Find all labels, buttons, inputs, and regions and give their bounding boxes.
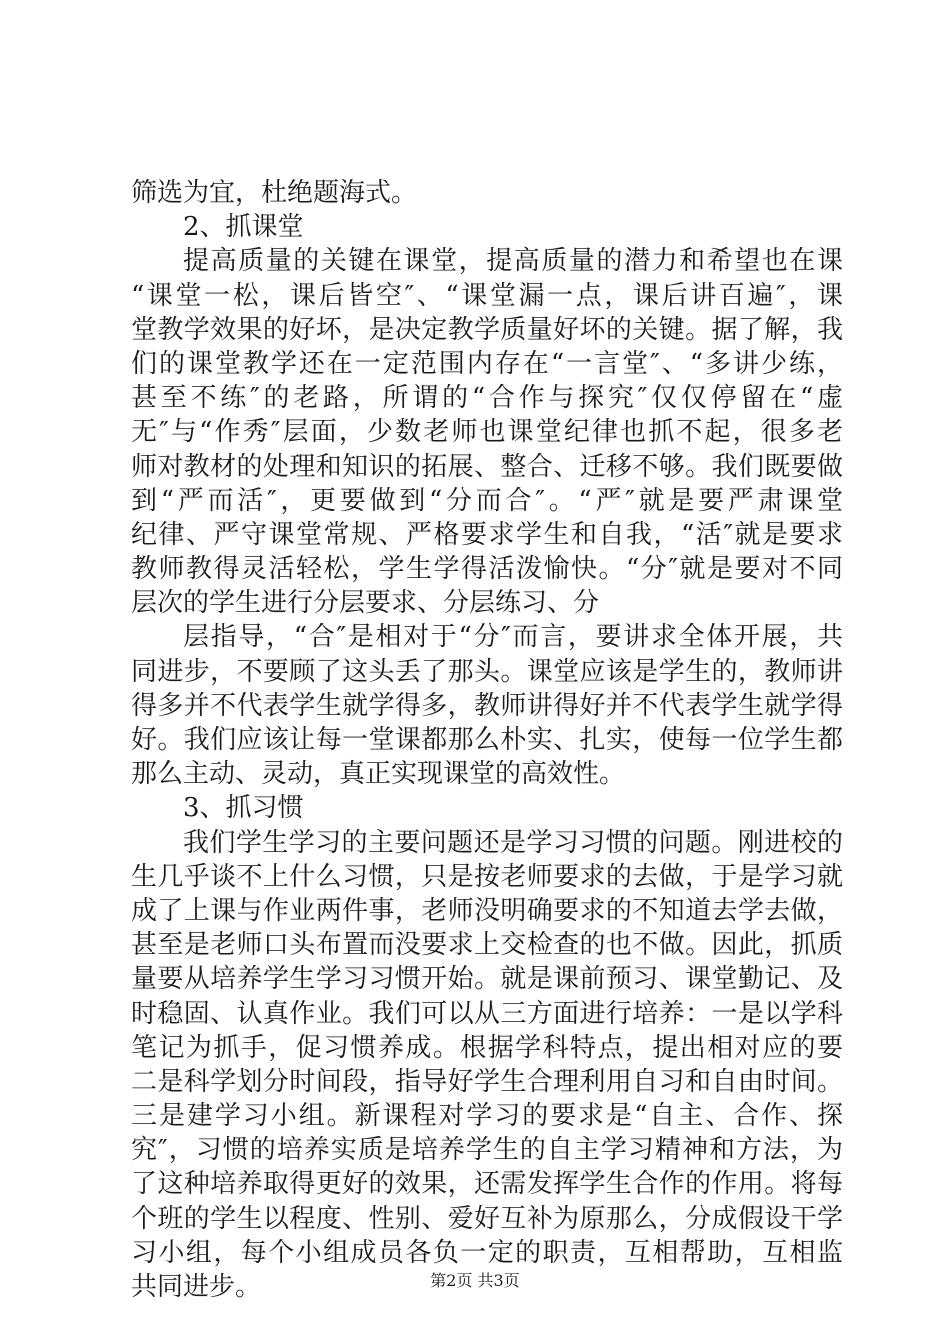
text-line: 师对教材的处理和知识的拓展、整合、迁移不够。我们既要做: [131, 451, 843, 482]
text-line: 生几乎谈不上什么习惯，只是按老师要求的去做，于是学习就: [131, 861, 843, 892]
text-line: 2、抓课堂: [183, 212, 304, 243]
text-line: 量要从培养学生学习习惯开始。就是课前预习、课堂勤记、及: [131, 964, 843, 995]
text-line: 层指导，“合″是相对于“分″而言，要讲求全体开展，共: [183, 622, 843, 653]
text-line: 纪律、严守课堂常规、严格要求学生和自我，“活″就是要求: [131, 519, 843, 550]
text-line: 究″，习惯的培养实质是培养学生的自主学习精神和方法，为: [131, 1135, 843, 1166]
document-body: [131, 176, 843, 1304]
text-line: 二是科学划分时间段，指导好学生合理利用自习和自由时间。: [131, 1066, 843, 1097]
text-line: 共同进步。: [131, 1272, 262, 1302]
text-line: 得多并不代表学生就学得多，教师讲得好并不代表学生就学得: [131, 690, 843, 721]
text-line: 成了上课与作业两件事，老师没明确要求的不知道去学去做，: [131, 895, 843, 926]
text-line: 了这种培养取得更好的效果，还需发挥学生合作的作用。将每: [131, 1169, 843, 1200]
text-line: 那么主动、灵动，真正实现课堂的高效性。: [131, 759, 626, 790]
text-line: 时稳固、认真作业。我们可以从三方面进行培养：一是以学科: [131, 998, 843, 1029]
text-line: 三是建学习小组。新课程对学习的要求是“自主、合作、探: [131, 1101, 843, 1132]
text-line: 习小组，每个小组成员各负一定的职责，互相帮助，互相监: [131, 1237, 843, 1268]
text-line: 同进步，不要顾了这头丢了那头。课堂应该是学生的，教师讲: [131, 656, 843, 687]
text-line: 们的课堂教学还在一定范围内存在“一言堂″、“多讲少练，: [131, 348, 843, 379]
text-line: “课堂一松，课后皆空″、“课堂漏一点，课后讲百遍″，课: [131, 280, 843, 311]
text-line: 提高质量的关键在课堂，提高质量的潜力和希望也在课: [183, 246, 843, 277]
text-line: 甚至是老师口头布置而没要求上交检查的也不做。因此，抓质: [131, 930, 843, 961]
text-line: 筛选为宜，杜绝题海式。: [131, 178, 418, 208]
text-line: 堂教学效果的好坏，是决定教学质量好坏的关键。据了解，我: [131, 314, 843, 345]
text-line: 层次的学生进行分层要求、分层练习、分: [131, 588, 600, 619]
text-line: 个班的学生以程度、性别、爱好互补为原那么，分成假设干学: [131, 1203, 843, 1234]
text-line: 笔记为抓手，促习惯养成。根据学科特点，提出相对应的要: [131, 1032, 843, 1063]
text-line: 3、抓习惯: [183, 793, 304, 824]
page-footer: 第2页 共3页: [430, 1271, 520, 1290]
text-line: 甚至不练″的老路，所谓的“合作与探究″仅仅停留在“虚: [131, 383, 843, 414]
text-line: 好。我们应该让每一堂课都那么朴实、扎实，使每一位学生都: [131, 725, 843, 755]
text-line: 到“严而活″，更要做到“分而合″。“严″就是要严肃课堂: [131, 485, 843, 516]
text-line: 无″与“作秀″层面，少数老师也课堂纪律也抓不起，很多老: [131, 417, 843, 448]
text-line: 我们学生学习的主要问题还是学习习惯的问题。刚进校的: [183, 827, 843, 858]
text-line: 教师教得灵活轻松，学生学得活泼愉快。“分″就是要对不同: [131, 554, 843, 585]
